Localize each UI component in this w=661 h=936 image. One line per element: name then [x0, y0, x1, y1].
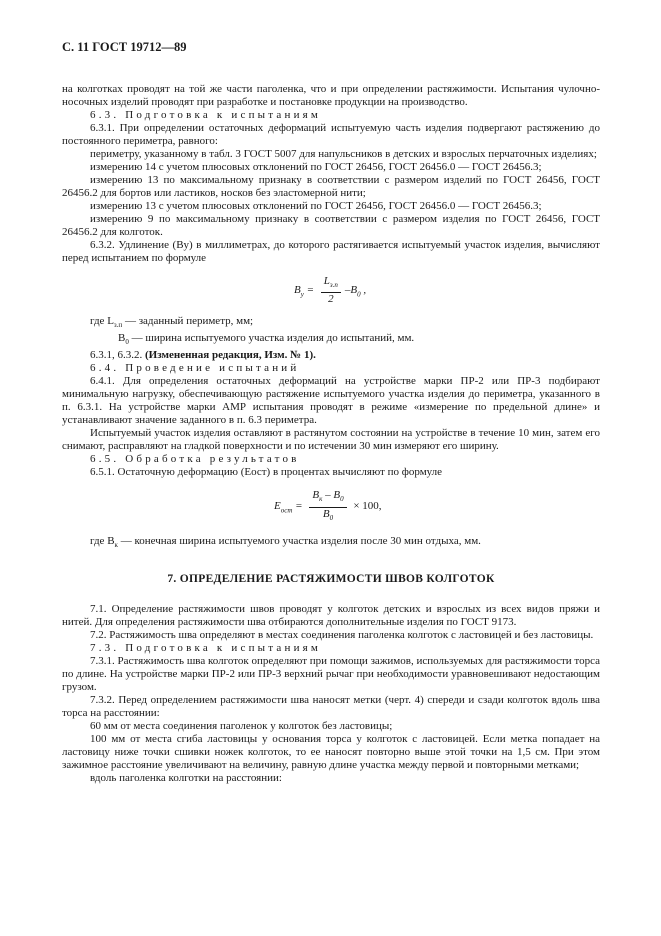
formula-eq: =	[295, 500, 303, 513]
def-text: где B	[90, 535, 115, 548]
formula-den-var: B	[322, 507, 330, 520]
def-sub: з.п	[113, 321, 123, 330]
formula-num-sub: з.п	[329, 281, 338, 290]
definition	[62, 535, 600, 552]
paragraph: Испытуемый участок изделия оставляют в растянутом состоянии на устройстве в течение 10 мин, затем его снимают, расправляют на гладкой поверхности и по истечении 30 мин измеряют его ширину.	[62, 427, 600, 453]
formula-fraction	[309, 489, 346, 524]
formula-num-var: B	[312, 489, 320, 502]
section-heading-6-5: 6.5. Обработка результатов	[90, 453, 300, 466]
paragraph: 6.4.1. Для определения остаточных деформаций на устройстве марки ПР-2 или ПР-3 подбирают минимальную нагрузку, обеспечивающую растяжение испытуемого участка изделия до периметра, указанного в п. 6.3.1. На устройстве марки АМР испытания проводят в режиме «измерение по предельной длине» и устанавливают значение заданного в п. 6.3 периметра.	[62, 375, 600, 427]
formula-denominator: 2	[328, 293, 334, 306]
formula-lhs: B	[294, 284, 301, 297]
def-sub: к	[114, 541, 118, 550]
section-heading-7-3: 7.3. Подготовка к испытаниям	[90, 641, 322, 654]
paragraph: 7.3.2. Перед определением растяжимости шва наносят метки (черт. 4) спереди и сзади колготок вдоль шва торса на расстоянии:	[62, 693, 600, 719]
def-text: — конечная ширина испытуемого участка изделия после 30 мин отдыха, мм.	[117, 535, 481, 548]
paragraph: 6.3.1. При определении остаточных деформаций испытуемую часть изделия подвергают растяжению до постоянного периметра, равного:	[62, 122, 600, 147]
paragraph: 6.5.1. Остаточную деформацию (Eост) в процентах вычисляют по формуле	[90, 466, 443, 479]
section-heading-6-4: 6.4. Проведение испытаний	[90, 362, 300, 375]
formula-num-minus: – B	[322, 489, 341, 502]
formula-residual-deformation	[62, 485, 600, 531]
list-item: периметру, указанному в табл. 3 ГОСТ 5007 для напульсников в детских и взрослых перчаточных изделиях;	[90, 148, 597, 160]
formula-eq: =	[306, 284, 315, 297]
formula-elongation	[62, 271, 600, 311]
amendment-ref: 6.3.1, 6.3.2.	[90, 349, 145, 362]
def-text: где L	[90, 315, 114, 327]
amendment-note	[62, 349, 600, 362]
paragraph: 6.3.2. Удлинение (Bу) в миллиметрах, до которого растягивается испытуемый участок изделия, вычисляют перед испытанием по формуле	[62, 239, 600, 264]
amendment-text: (Измененная редакция, Изм. № 1).	[145, 349, 316, 362]
list-item: измерению 9 по максимальному признаку в соответствии с размером изделия по ГОСТ 26456, ГОСТ 26456.2 для колготок.	[62, 213, 600, 238]
list-item: измерению 13 по максимальному признаку в соответствии с размером изделий по ГОСТ 26456, ГОСТ 26456.2 для бортов или ластиков, носков без эластомерной нити;	[62, 174, 600, 199]
formula-numerator	[321, 275, 341, 293]
def-sub: 0	[125, 338, 129, 347]
formula-lhs: E	[274, 500, 281, 513]
formula-tail: ,	[363, 284, 367, 297]
paragraph: 7.3.1. Растяжимость шва колготок определяют при помощи зажимов, используемых для растяжимости торса по длине. На устройстве марки ПР-2 или ПР-3 верхний рычаг при необходимости уравновешивают недостающим грузом.	[62, 654, 600, 693]
def-text: — заданный периметр, мм;	[122, 315, 254, 327]
formula-minus-sub: 0	[357, 290, 361, 299]
document-page	[62, 40, 600, 785]
formula-lhs-sub: ост	[280, 506, 293, 515]
formula-num-var: L	[323, 275, 330, 287]
section-title-7: 7. ОПРЕДЕЛЕНИЕ РАСТЯЖИМОСТИ ШВОВ КОЛГОТОК	[167, 572, 495, 585]
list-item: измерению 13 с учетом плюсовых отклонений по ГОСТ 26456, ГОСТ 26456.0 — ГОСТ 26456.3;	[90, 200, 542, 212]
list-item: 100 мм от места сгиба ластовицы у основания торса у колготок с ластовицей. Если метка попадает на ластовицу ниже точки сшивки ножек колготок, то ее наносят повторно выше этой точки на 1,5 см. При этом зажимное расстояние увеличивают на величину, равную длине участка между первой и повторными метками;	[62, 732, 600, 771]
definition	[62, 315, 600, 332]
formula-den-sub: 0	[329, 513, 334, 522]
definition	[62, 332, 600, 349]
formula-minus: –B	[344, 284, 358, 297]
formula-num-minus-sub: 0	[340, 495, 344, 504]
formula-tail: × 100,	[353, 500, 382, 513]
formula-lhs-sub: у	[300, 290, 304, 299]
paragraph: 7.2. Растяжимость шва определяют в местах соединения паголенка колготок с ластовицей и без ластовицы.	[90, 628, 594, 641]
section-heading-6-3: 6.3. Подготовка к испытаниям	[90, 109, 322, 121]
def-text: B	[118, 332, 126, 345]
list-item: 60 мм от места соединения паголенок у колготок без ластовицы;	[90, 719, 393, 732]
paragraph: на колготках проводят на той же части паголенка, что и при определении растяжимости. Испытания чулочно-носочных изделий проводят при разработке и постановке продукции на производство.	[62, 83, 600, 108]
paragraph: 7.1. Определение растяжимости швов проводят у колготок детских и взрослых из всех видов пряжи и нитей. Для определения растяжимости шва отбираются дополнительные изделия по ГОСТ 9173.	[62, 602, 600, 628]
def-text: — ширина испытуемого участка изделия до испытаний, мм.	[128, 332, 415, 345]
formula-denominator	[309, 508, 346, 525]
formula-numerator	[309, 489, 346, 507]
list-item: вдоль паголенка колготки на расстоянии:	[90, 771, 282, 784]
page-header: С. 11 ГОСТ 19712—89	[62, 40, 187, 54]
list-item: измерению 14 с учетом плюсовых отклонений по ГОСТ 26456, ГОСТ 26456.0 — ГОСТ 26456.3;	[90, 161, 542, 173]
formula-num-sub: к	[319, 495, 323, 504]
formula-fraction	[321, 275, 341, 306]
